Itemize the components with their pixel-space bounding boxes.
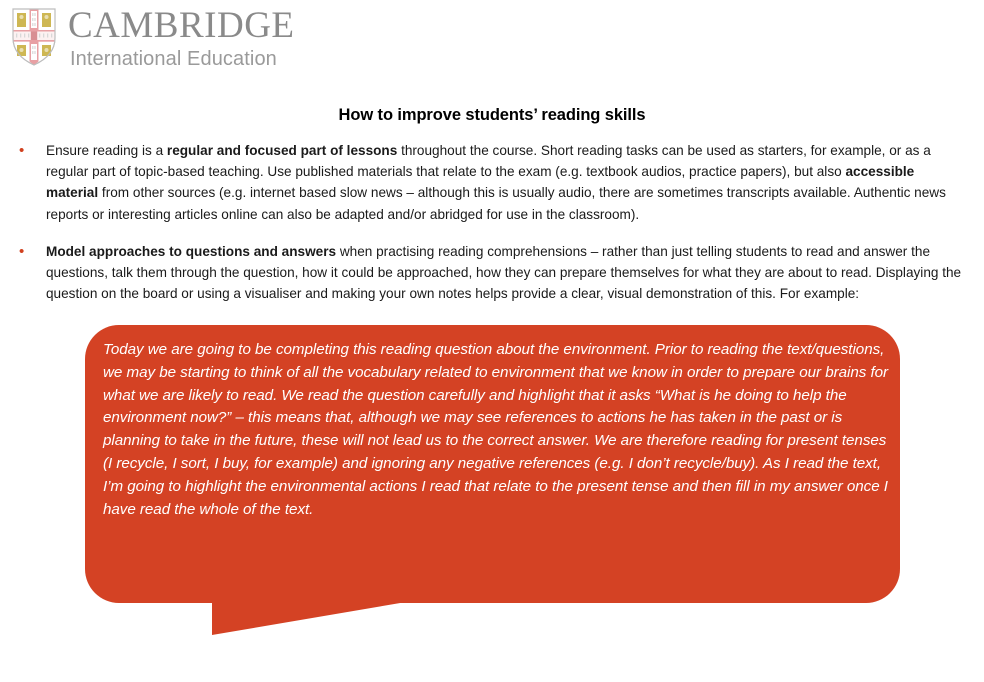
bullet-marker: • bbox=[19, 142, 25, 159]
list-item bbox=[14, 140, 970, 225]
brand-logo bbox=[12, 6, 295, 71]
brand-subtitle: International Education bbox=[70, 48, 277, 70]
cambridge-crest-icon bbox=[12, 8, 56, 66]
speech-bubble-tail-icon bbox=[212, 601, 412, 637]
page-title: How to improve students’ reading skills bbox=[338, 106, 646, 124]
list-item bbox=[14, 241, 970, 305]
speech-bubble-text: Today we are going to be completing this reading question about the environment. Prior to reading the text/questions, we may be starting to think of all the vocabulary related to environment that we know in order to prepare our brains for what we are likely to read. We read the question carefully and highlight that it asks “What is he doing to help the environment now?” – this means that, although we may see references to actions he has taken in the past or is planning to take in the future, these will not lead us to the correct answer. We are therefore reading for present tenses (I recycle, I sort, I buy, for example) and ignoring any negative references (e.g. I don’t recycle/buy). As I read the text, I’m going to highlight the environmental actions I read that relate to the present tense and then fill in my answer once I have read the whole of the text. bbox=[103, 341, 889, 518]
bullet-marker: • bbox=[19, 242, 25, 260]
list-item-text: Ensure reading is a regular and focused part of lessons throughout the course. Short reading tasks can be used as starters, for example, or as a regular part of topic-based teaching. Use published materials that relate to the exam (e.g. textbook audios, practice papers), but also accessible material from other sources (e.g. internet based slow news – although this is usually audio, there are sometimes transcripts available. Authentic news reports or interesting articles online can also be adapted and/or abridged for use in the classroom). bbox=[46, 143, 946, 222]
bullet-list bbox=[14, 140, 970, 320]
brand-wordmark bbox=[68, 6, 295, 71]
list-item-text: Model approaches to questions and answers when practising reading comprehensions – rather than just telling students to read and answer the questions, talk them through the question, how it could be approached, how they can prepare themselves for what they are about to read. Displaying the question on the board or using a visualiser and making your own notes helps provide a clear, visual demonstration of this. For example: bbox=[46, 243, 962, 302]
brand-name: CAMBRIDGE bbox=[68, 5, 295, 46]
speech-bubble bbox=[85, 325, 900, 637]
